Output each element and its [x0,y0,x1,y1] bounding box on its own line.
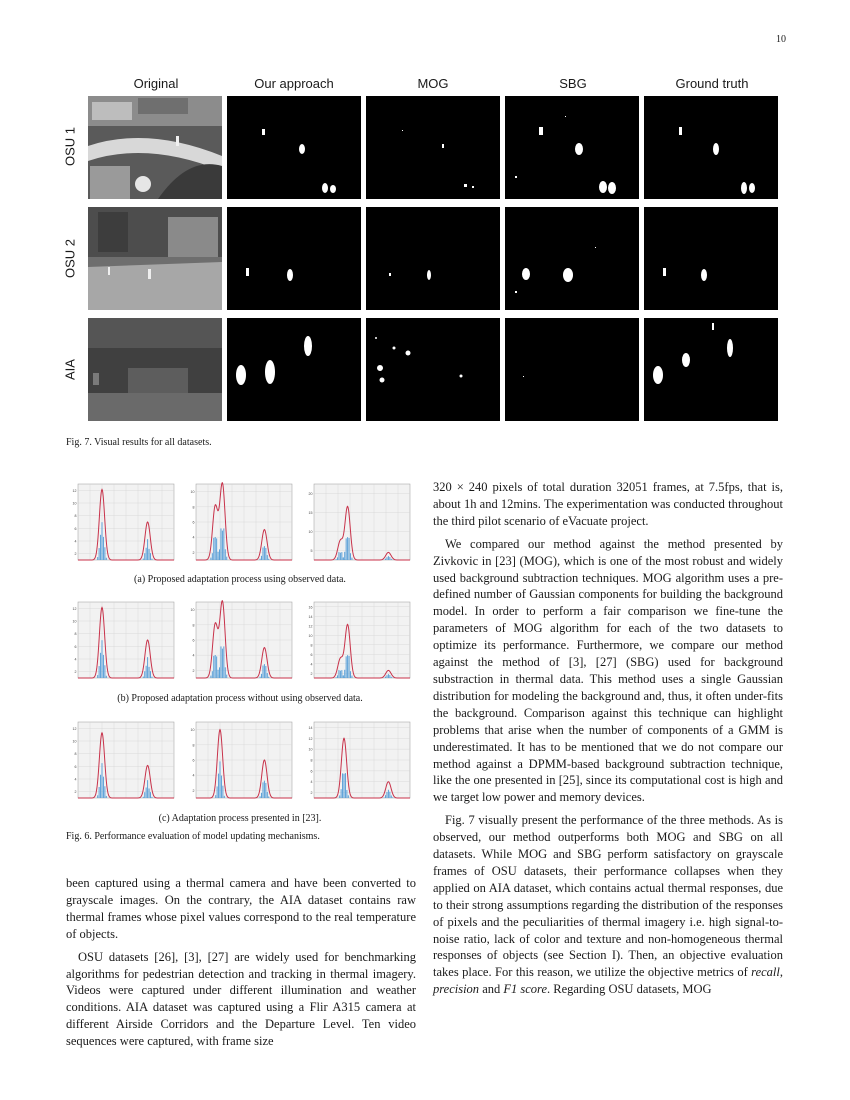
histogram-bar [149,549,150,560]
thumb-osu2-sbg [505,207,639,310]
y-tick-label: 5 [310,549,313,553]
histogram-bar [265,666,266,678]
histogram-bar [218,774,219,798]
y-tick-label: 10 [72,739,77,744]
histogram-bar [216,538,217,560]
histogram-bar [151,797,152,798]
y-tick-label: 6 [74,526,77,531]
histogram-bar [336,677,337,678]
histogram-bar [351,676,352,678]
histogram-bar [147,657,148,678]
y-tick-label: 6 [192,638,195,643]
histogram-bar [99,787,100,798]
y-tick-label: 4 [310,780,313,785]
y-tick-label: 8 [192,743,195,748]
histogram-bar [97,795,98,798]
histogram-bar [217,786,218,798]
histogram-bar [264,546,265,560]
thumb-osu1-our-approach [227,96,361,199]
histogram-bar [143,797,144,798]
y-tick-label: 14 [308,725,313,730]
row-label-osu2: OSU 2 [62,239,78,279]
y-tick-label: 12 [72,726,77,731]
histogram-bar [264,664,265,678]
histogram-bar [261,556,262,560]
histogram-bar [267,555,268,560]
term-precision: precision [433,982,480,997]
right-paragraph-2: We compared our method against the method presented by Zivkovic in [23] (MOG), which is one of the most robust and widely used background subtraction techniques. MOG algorithm uses a pre-defined number of Gaussian components for building the background model. In order to perform a fair comparison we fine-tune the parameters of MOG algorithm for each of the two datasets to optimize its performance. Furthermore, we compare our method against the method of [3], [27] (SBG) used for background substraction in thermal data. This method uses a single Gaussian distribution for modeling the background and, thus, it often under-fits the background. Comparison against this technique can highlight problems that arise when the number of components of a GMM is underestimated. It has to be mentioned that we do not compare our method against a DPMM-based background subtraction technique, like the one presented in [25], since its computational cost is high and we target low power and memory devices. [433,536,783,805]
thumb-aia-sbg [505,318,639,421]
y-tick-label: 16 [308,605,313,610]
figure-6 [60,476,420,846]
histogram-bar [102,522,103,560]
p3-end: . Regarding OSU datasets, MOG [547,982,712,997]
plot-b2 [184,598,296,686]
histogram-bar [212,553,213,560]
histogram-bar [344,670,345,678]
plot-c1 [66,718,178,806]
histogram-bar [262,782,263,798]
right-paragraph-3 [433,812,783,998]
thumb-aia-our-approach [227,318,361,421]
histogram-bar [222,649,223,678]
y-tick-label: 8 [192,623,195,628]
histogram-bar [337,557,338,560]
thumb-osu2-original [88,207,222,310]
histogram-bar [104,547,105,560]
histogram-bar [106,558,107,560]
y-tick-label: 15 [308,511,313,515]
histogram-bar [347,655,348,678]
term-recall: recall [751,965,780,980]
mini-plot-svg [184,718,296,806]
histogram-bar [386,792,387,798]
y-tick-label: 2 [74,790,77,795]
y-tick-label: 4 [192,535,195,540]
histogram-bar [339,795,340,798]
y-tick-label: 12 [308,624,313,629]
y-tick-label: 8 [310,643,313,648]
histogram-bar [391,677,392,678]
histogram-bar [150,671,151,678]
plot-c2 [184,718,296,806]
histogram-bar [210,558,211,560]
histogram-bar [350,671,351,678]
histogram-bar [343,676,344,678]
histogram-bar [261,793,262,798]
histogram-bar [388,790,389,798]
histogram-bar [385,559,386,560]
plot-a3 [302,480,414,568]
y-tick-label: 2 [74,552,77,557]
histogram-bar [341,552,342,560]
histogram-bar [144,671,145,678]
histogram-bar [100,535,101,560]
histogram-bar [223,646,224,678]
histogram-bar [344,552,345,560]
y-tick-label: 2 [192,668,195,673]
histogram-bar [215,537,216,560]
histogram-bar [349,538,350,560]
histogram-bar [220,646,221,678]
histogram-bar [215,795,216,798]
histogram-bar [351,558,352,560]
histogram-bar [106,676,107,678]
y-tick-label: 10 [190,608,195,613]
histogram-bar [222,786,223,798]
histogram-bar [226,675,227,678]
histogram-bar [341,789,342,798]
y-tick-label: 4 [192,653,195,658]
plot-c3 [302,718,414,806]
histogram-bar [99,666,100,678]
y-tick-label: 10 [190,490,195,495]
p3-sep1: , [779,965,783,980]
histogram-bar [260,559,261,560]
histogram-bar [149,788,150,798]
mini-plot-svg [184,480,296,568]
histogram-bar [210,676,211,678]
histogram-bar [267,673,268,678]
thumb-aia-ground-truth [644,318,778,421]
histogram-bar [345,773,346,798]
col-header-original: Original [133,76,179,91]
y-tick-label: 4 [310,662,313,667]
histogram-bar [104,786,105,798]
histogram-bar [346,538,347,560]
y-tick-label: 6 [310,769,313,774]
y-tick-label: 8 [74,514,77,519]
histogram-bar [386,675,387,678]
histogram-bar [218,557,219,560]
histogram-bar [340,671,341,678]
y-tick-label: 4 [74,777,77,782]
histogram-bar [219,667,220,678]
histogram-bar [151,677,152,678]
plot-a1 [66,480,178,568]
y-tick-label: 10 [72,501,77,506]
figure-7-caption: Fig. 7. Visual results for all datasets. [66,437,212,448]
y-tick-label: 2 [310,671,313,676]
figure-7 [60,72,780,432]
left-paragraph-2: OSU datasets [26], [3], [27] are widely used for benchmarking algorithms for pedestrian detection and tracking in thermal imagery. Videos were captured under different illumination and weather conditions. AIA dataset was captured using a Flir A315 camera at different Airside Corridors and the Departure Level. Ten video sequences were captured, with frame size [66,949,416,1049]
thumb-osu1-ground-truth [644,96,778,199]
histogram-bar [221,776,222,798]
histogram-bar [350,553,351,560]
histogram-bar [264,781,265,798]
histogram-bar [220,761,221,798]
histogram-bar [100,653,101,678]
histogram-bar [346,656,347,678]
histogram-bar [265,548,266,560]
figure-6-caption: Fig. 6. Performance evaluation of model updating mechanisms. [66,831,320,842]
col-header-mog: MOG [417,76,449,91]
y-tick-label: 12 [72,606,77,611]
right-column [433,479,783,1004]
histogram-bar [388,674,389,678]
histogram-bar [347,537,348,560]
mini-plot-svg [184,598,296,686]
histogram-bar [147,539,148,560]
histogram-bar [104,665,105,678]
histogram-bar [342,773,343,798]
histogram-bar [262,666,263,678]
histogram-bar [385,677,386,678]
histogram-bar [341,670,342,678]
y-tick-label: 10 [308,530,313,534]
histogram-bar [391,559,392,560]
thumb-aia-original [88,318,222,421]
histogram-bar [337,675,338,678]
y-tick-label: 8 [74,632,77,637]
histogram-bar [392,797,393,798]
histogram-bar [220,528,221,560]
histogram-bar [388,556,389,560]
histogram-bar [144,553,145,560]
histogram-bar [224,796,225,798]
subcaption-a: (a) Proposed adaptation process using observed data. [134,574,346,585]
histogram-bar [268,559,269,560]
histogram-bar [106,796,107,798]
y-tick-label: 6 [192,758,195,763]
histogram-bar [261,674,262,678]
mini-plot-svg [302,480,414,568]
y-tick-label: 4 [192,773,195,778]
y-tick-label: 6 [74,644,77,649]
plot-b3 [302,598,414,686]
left-paragraph-1: been captured using a thermal camera and have been converted to grayscale images. On the contrary, the AIA dataset contains raw thermal frames whose pixel values correspond to the real temperature of objects. [66,876,416,941]
y-tick-label: 2 [310,791,313,796]
right-paragraph-1: 320 × 240 pixels of total duration 32051 frames, at 7.5fps, that is, about 1h and 12mins. The experimentation was conducted throughout the third pilot scenario of eVacuate project. [433,480,783,528]
y-tick-label: 10 [308,747,313,752]
histogram-bar [103,777,104,798]
histogram-bar [146,548,147,560]
y-tick-label: 10 [308,633,313,638]
histogram-bar [102,763,103,798]
histogram-bar [147,780,148,798]
plot-a2 [184,480,296,568]
histogram-bar [146,666,147,678]
histogram-bar [262,548,263,560]
y-tick-label: 6 [74,764,77,769]
histogram-bar [99,548,100,560]
histogram-bar [386,557,387,560]
thumb-osu2-our-approach [227,207,361,310]
y-tick-label: 4 [74,539,77,544]
histogram-bar [267,792,268,798]
histogram-bar [268,796,269,798]
histogram-bar [144,792,145,798]
histogram-bar [223,528,224,560]
mini-plot-svg [302,718,414,806]
histogram-bar [389,792,390,798]
p3-and: and [479,982,504,997]
term-f1-score: F1 score [503,982,547,997]
histogram-bar [349,656,350,678]
histogram-bar [389,557,390,560]
histogram-bar [260,677,261,678]
y-tick-label: 8 [310,758,313,763]
histogram-bar [384,797,385,798]
histogram-bar [102,640,103,678]
y-tick-label: 10 [190,728,195,733]
y-tick-label: 14 [308,614,313,619]
histogram-bar [100,775,101,798]
histogram-bar [218,675,219,678]
col-header-our-approach: Our approach [254,76,334,91]
histogram-bar [225,667,226,678]
histogram-bar [268,677,269,678]
y-tick-label: 12 [72,488,77,493]
histogram-bar [97,557,98,560]
histogram-bar [226,557,227,560]
histogram-bar [150,553,151,560]
histogram-bar [260,796,261,798]
y-tick-label: 10 [72,619,77,624]
histogram-bar [222,531,223,560]
y-tick-label: 4 [74,657,77,662]
histogram-bar [389,675,390,678]
histogram-bar [346,790,347,798]
page-number: 10 [776,34,786,45]
thumb-osu1-original [88,96,222,199]
row-label-aia: AIA [62,359,78,380]
col-header-sbg: SBG [559,76,587,91]
histogram-bar [391,795,392,798]
mini-plot-svg [66,480,178,568]
thumb-osu2-mog [366,207,500,310]
histogram-bar [343,558,344,560]
histogram-bar [338,552,339,560]
y-tick-label: 6 [310,652,313,657]
col-header-ground-truth: Ground truth [675,76,749,91]
y-tick-label: 8 [192,505,195,510]
histogram-bar [336,559,337,560]
histogram-bar [216,656,217,678]
histogram-bar [146,787,147,798]
row-label-osu1: OSU 1 [62,127,78,167]
histogram-bar [151,559,152,560]
histogram-bar [219,549,220,560]
histogram-bar [213,656,214,678]
thumb-osu1-sbg [505,96,639,199]
y-tick-label: 2 [192,550,195,555]
histogram-bar [344,774,345,798]
histogram-bar [97,675,98,678]
histogram-bar [338,670,339,678]
subcaption-c: (c) Adaptation process presented in [23]. [158,813,322,824]
histogram-bar [103,655,104,678]
thumb-osu2-ground-truth [644,207,778,310]
left-column [66,875,416,1056]
y-tick-label: 12 [308,736,313,741]
p3-text-a: Fig. 7 visually present the performance of the three methods. As is observed, our method outperforms both MOG and SBG on all datasets. While MOG and SBG perform satisfactory on grayscale frames of OSU datasets, their performance collapses when they applied on AIA dataset, which contains actual thermal responses, due to their strong assumptions regarding the distribution of the responses of pixels and the peculiarities of thermal imagery i.e. high signal-to-noise ratio, lack of color and texture and non-homogeneous thermal responses of objects (see Section I). Then, an objective evaluation takes place. For this reason, we utilize the objective metrics of [433,813,783,980]
histogram-bar [265,783,266,798]
histogram-bar [149,667,150,678]
histogram-bar [385,795,386,798]
y-tick-label: 20 [308,492,313,496]
histogram-bar [213,538,214,560]
y-tick-label: 2 [192,788,195,793]
histogram-bar [143,559,144,560]
histogram-bar [143,677,144,678]
thumb-aia-mog [366,318,500,421]
histogram-bar [212,671,213,678]
subcaption-b: (b) Proposed adaptation process without using observed data. [117,693,363,704]
mini-plot-svg [66,718,178,806]
histogram-bar [340,553,341,560]
y-tick-label: 8 [74,752,77,757]
mini-plot-svg [302,598,414,686]
histogram-bar [150,792,151,798]
y-tick-label: 2 [74,670,77,675]
histogram-bar [215,655,216,678]
histogram-bar [348,795,349,798]
thumb-osu1-mog [366,96,500,199]
plot-b1 [66,598,178,686]
histogram-bar [103,537,104,560]
histogram-bar [225,549,226,560]
mini-plot-svg [66,598,178,686]
y-tick-label: 6 [192,520,195,525]
